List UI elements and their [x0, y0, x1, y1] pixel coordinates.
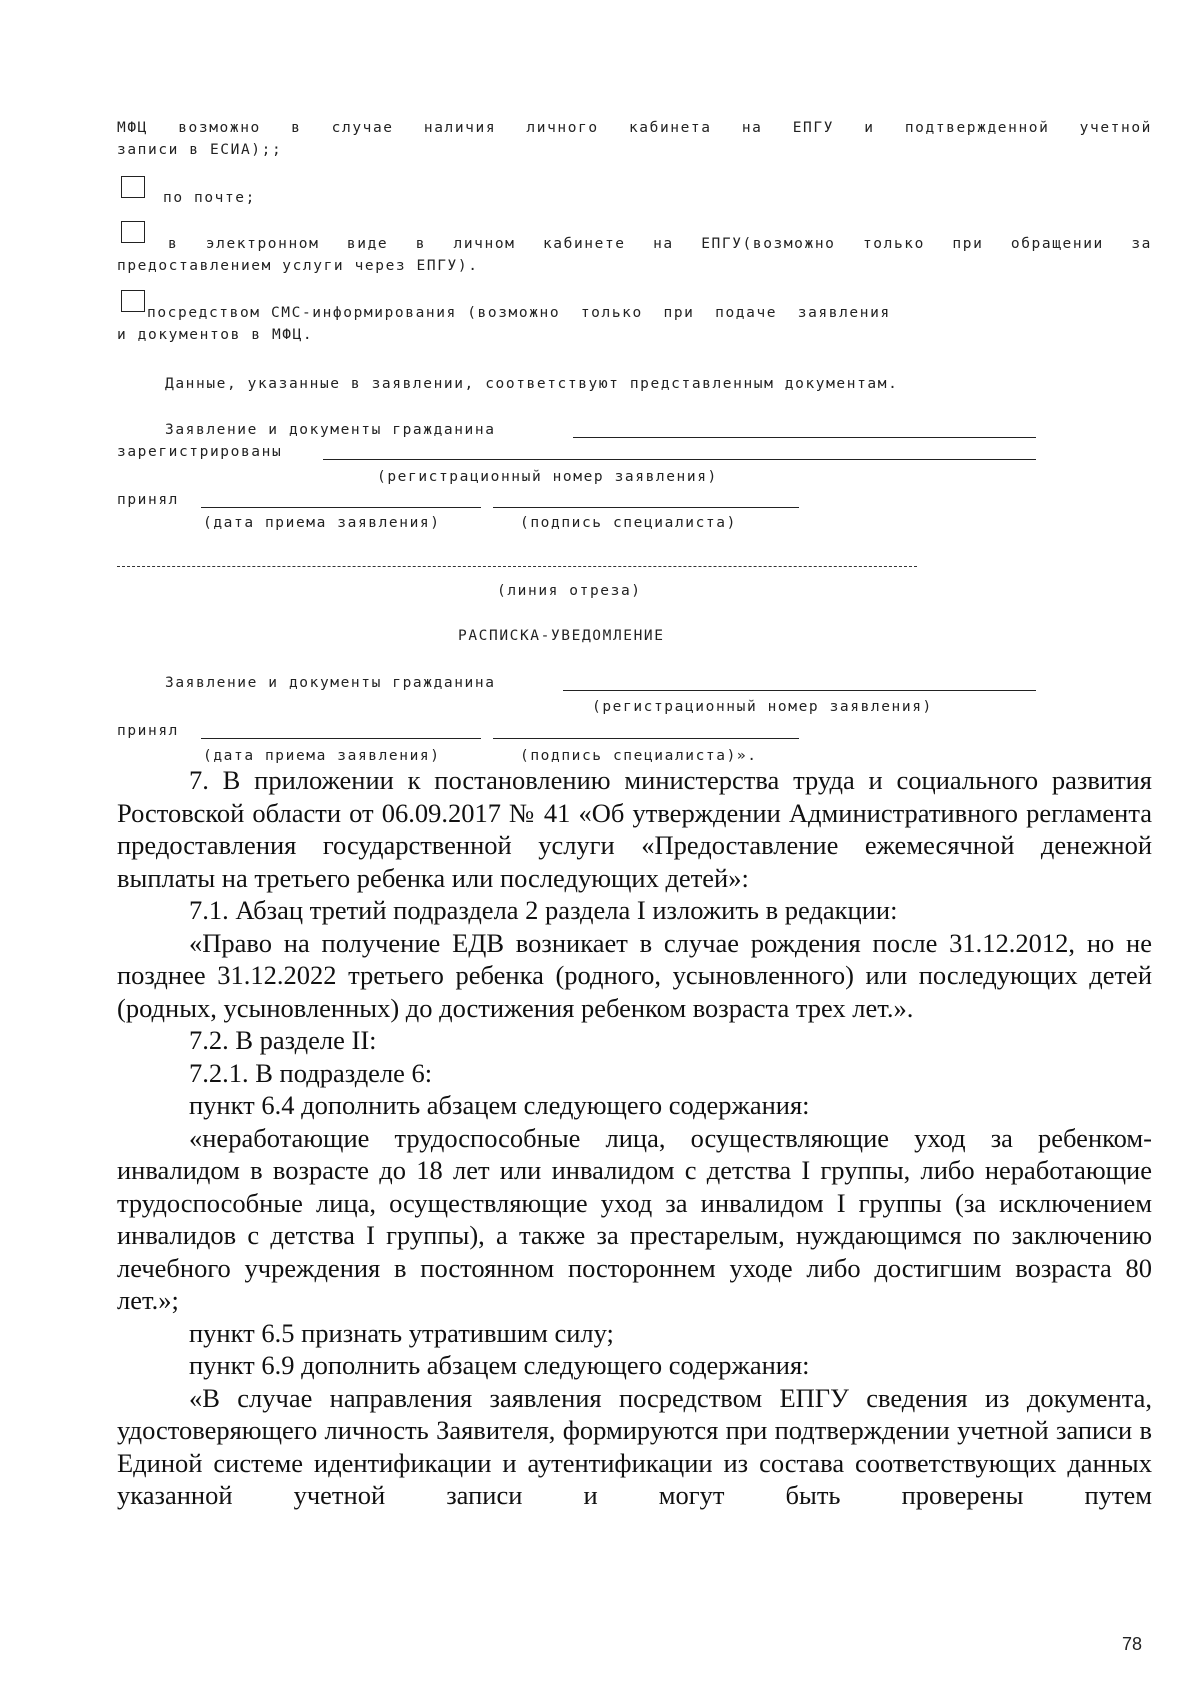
cut-line — [117, 566, 917, 567]
receipt-docs-label: Заявление и документы гражданина — [165, 675, 496, 691]
reg-docs-label: Заявление и документы гражданина — [165, 422, 496, 438]
paragraph-7-2-1: 7.2.1. В подразделе 6: — [189, 1057, 433, 1088]
receipt-signature-caption: (подпись специалиста)». — [520, 748, 758, 764]
receipt-title: РАСПИСКА-УВЕДОМЛЕНИЕ — [458, 628, 665, 644]
checkbox-mail[interactable] — [121, 176, 145, 198]
paragraph-6-9: пункт 6.9 дополнить абзацем следующего содержания: — [189, 1350, 810, 1380]
page-number: 78 — [1122, 1634, 1143, 1654]
paragraph-7-1-text: «Право на получение ЕДВ возникает в случае рождения после 31.12.2012, но не позднее 31.12.2022 третьего ребенка (родного, усыновленного) или последующих детей (родных, усыновленных) до достижения ребенком возраста трех лет.». — [117, 927, 1152, 1023]
paragraph-6-4-text: «неработающие трудоспособные лица, осуществляющие уход за ребенком-инвалидом в возрасте до 18 лет или инвалидом с детства I группы, либо неработающие трудоспособные лица, осуществляющие уход за инвалидом I группы (за исключением инвалидов с детства I группы), а также за престарелым, нуждающимся по заключению лечебного учреждения в постоянном постороннем уходе либо достигшим возраста 80 лет.»; — [117, 1122, 1152, 1315]
accepted-label: принял — [117, 492, 179, 508]
option-mail-label: по почте; — [163, 190, 256, 206]
citizen-name-line — [573, 437, 1036, 438]
option-epgu-label: в электронном виде в личном кабинете на ЕПГУ(возможно только при обращении за — [168, 236, 1152, 252]
option-sms-label: посредством СМС-информирования (возможно только при подаче заявления — [147, 305, 891, 321]
confirmation-text: Данные, указанные в заявлении, соответствуют представленным документам. — [165, 376, 899, 392]
checkbox-epgu[interactable] — [121, 221, 145, 243]
registration-number-line — [323, 459, 1036, 460]
receipt-date-caption: (дата приема заявления) — [203, 748, 441, 764]
receipt-signature-line — [493, 738, 799, 739]
paragraph-7: 7. В приложении к постановлению министерства труда и социального развития Ростовской области от 06.09.2017 № 41 «Об утверждении Административного регламента предоставления государственной услуги «Предоставление ежемесячной денежной выплаты на третьего ребенка или последующих детей»: — [117, 765, 1152, 893]
signature-caption: (подпись специалиста) — [520, 515, 737, 531]
form-line-esia: записи в ЕСИА);; — [117, 142, 283, 158]
checkbox-sms[interactable] — [121, 290, 145, 312]
receipt-citizen-line — [563, 690, 1036, 691]
reg-number-caption: (регистрационный номер заявления) — [377, 469, 718, 485]
document-body — [117, 764, 1152, 1512]
paragraph-6-9-text: «В случае направления заявления посредством ЕПГУ сведения из документа, удостоверяющего личность Заявителя, формируются при подтверждении учетной записи в Единой системе идентификации и аутентификации из состава соответствующих данных указанной учетной записи и могут быть проверены путем — [117, 1382, 1152, 1510]
registered-label: зарегистрированы — [117, 444, 283, 460]
cut-line-caption: (линия отреза) — [497, 583, 642, 599]
date-caption: (дата приема заявления) — [203, 515, 441, 531]
paragraph-7-2: 7.2. В разделе II: — [189, 1025, 377, 1055]
signature-line — [493, 507, 799, 508]
receipt-reg-number-caption: (регистрационный номер заявления) — [592, 699, 933, 715]
paragraph-7-1: 7.1. Абзац третий подраздела 2 раздела I изложить в редакции: — [189, 895, 898, 925]
paragraph-6-5: пункт 6.5 признать утратившим силу; — [189, 1317, 614, 1348]
receipt-date-line — [201, 738, 481, 739]
option-epgu-label-cont: предоставлением услуги через ЕПГУ). — [117, 258, 479, 274]
paragraph-6-4: пункт 6.4 дополнить абзацем следующего содержания: — [189, 1090, 810, 1120]
receipt-accepted-label: принял — [117, 723, 179, 739]
date-line — [201, 507, 481, 508]
option-sms-label-cont: и документов в МФЦ. — [117, 327, 314, 343]
form-line-mfc: МФЦ возможно в случае наличия личного кабинета на ЕПГУ и подтвержденной учетной — [117, 120, 1152, 136]
